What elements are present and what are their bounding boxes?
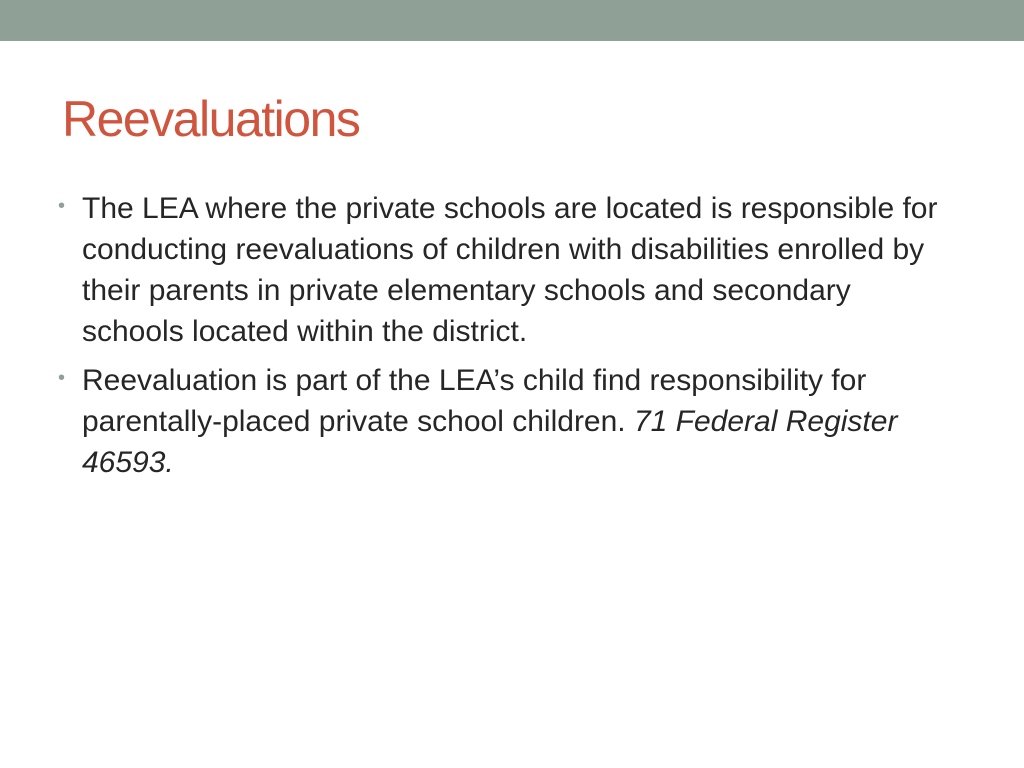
bullet-item <box>58 188 958 352</box>
header-band <box>0 0 1024 41</box>
bullet-text: Reevaluation is part of the LEA’s child find responsibility for parentally-placed private school children. <box>82 364 867 438</box>
bullet-list <box>58 188 958 491</box>
bullet-item <box>58 360 958 483</box>
slide-title: Reevaluations <box>62 91 360 147</box>
bullet-text: The LEA where the private schools are located is responsible for conducting reevaluations of children with disabilities enrolled by their parents in private elementary schools and secondary schools located within the district. <box>82 192 938 348</box>
bullet-icon: • <box>58 195 66 217</box>
bullet-icon: • <box>58 367 66 389</box>
citation: 71 Federal Register 46593. <box>82 405 898 479</box>
